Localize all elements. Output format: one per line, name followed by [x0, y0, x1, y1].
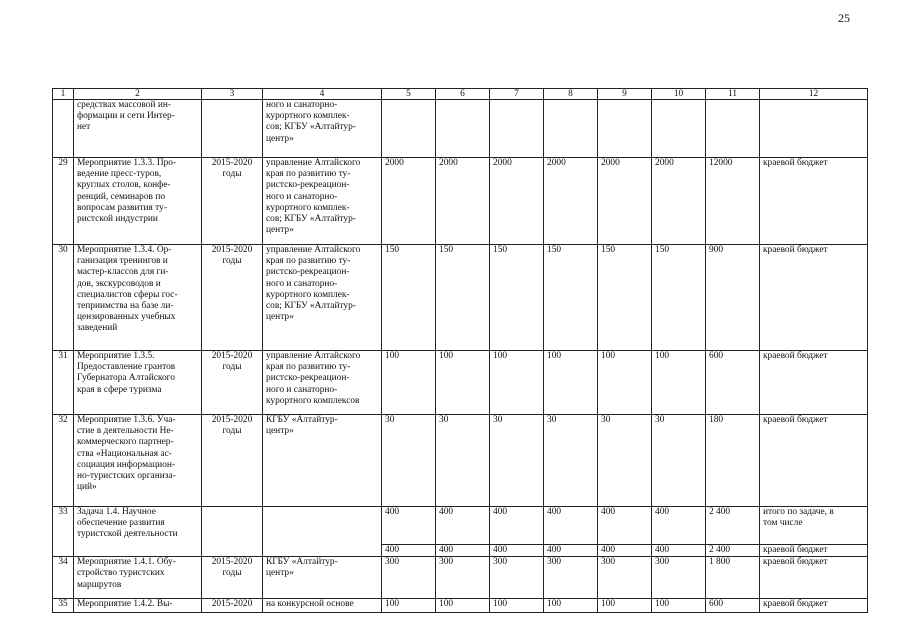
year-amount: 400 — [652, 545, 706, 557]
year-amount: 300 — [382, 557, 436, 599]
funding-source: краевой бюджет — [760, 158, 868, 245]
total-amount: 180 — [706, 415, 760, 507]
executor: КГБУ «Алтайтур- центр» — [263, 557, 382, 599]
year-amount: 100 — [490, 351, 544, 415]
executor — [263, 507, 382, 557]
activity-name: Задача 1.4. Научное обеспечение развития туристской деятельности — [74, 507, 202, 557]
row-number: 32 — [53, 415, 74, 507]
year-amount: 30 — [382, 415, 436, 507]
year-amount: 100 — [436, 351, 490, 415]
column-header: 6 — [436, 89, 490, 100]
total-amount: 600 — [706, 351, 760, 415]
implementation-years: 2015-2020 — [202, 599, 263, 613]
year-amount: 400 — [544, 507, 598, 545]
row-number: 30 — [53, 245, 74, 351]
activity-name: Мероприятие 1.3.3. Про- ведение пресс-туров, круглых столов, конфе- ренций, семинаров по вопросам развития ту- ристской индустрии — [74, 158, 202, 245]
year-amount: 2000 — [436, 158, 490, 245]
year-amount: 2000 — [490, 158, 544, 245]
year-amount: 100 — [382, 599, 436, 613]
activity-name: средствах массовой ин- формации и сети Интер- нет — [74, 100, 202, 158]
year-amount: 100 — [544, 351, 598, 415]
year-amount: 30 — [490, 415, 544, 507]
year-amount: 300 — [652, 557, 706, 599]
year-amount: 30 — [436, 415, 490, 507]
year-amount: 150 — [598, 245, 652, 351]
year-amount: 2000 — [652, 158, 706, 245]
executor: на конкурсной основе — [263, 599, 382, 613]
column-header: 12 — [760, 89, 868, 100]
executor: управление Алтайского края по развитию ту- ристско-рекреацион- ного и санаторно- курортного комплексов — [263, 351, 382, 415]
year-amount: 150 — [382, 245, 436, 351]
total-amount: 1 800 — [706, 557, 760, 599]
year-amount: 150 — [490, 245, 544, 351]
implementation-years — [202, 507, 263, 557]
implementation-years — [202, 100, 263, 158]
funding-source: краевой бюджет — [760, 599, 868, 613]
year-amount: 2000 — [382, 158, 436, 245]
executor: КГБУ «Алтайтур- центр» — [263, 415, 382, 507]
year-amount: 150 — [544, 245, 598, 351]
table-row — [53, 599, 868, 613]
row-number — [53, 100, 74, 158]
year-amount: 100 — [652, 351, 706, 415]
year-amount: 400 — [490, 507, 544, 545]
year-amount: 400 — [598, 545, 652, 557]
year-amount: 300 — [490, 557, 544, 599]
year-amount: 100 — [544, 599, 598, 613]
year-amount — [598, 100, 652, 158]
page-number: 25 — [838, 11, 850, 25]
year-amount: 100 — [598, 351, 652, 415]
column-header: 3 — [202, 89, 263, 100]
table-row — [53, 351, 868, 415]
year-amount: 2000 — [598, 158, 652, 245]
year-amount: 30 — [544, 415, 598, 507]
table-row — [53, 507, 868, 545]
activity-name: Мероприятие 1.3.5. Предоставление грантов Губернатора Алтайского края в сфере туризма — [74, 351, 202, 415]
executor: ного и санаторно- курортного комплек- сов; КГБУ «Алтайтур- центр» — [263, 100, 382, 158]
table-row — [53, 100, 868, 158]
year-amount: 100 — [436, 599, 490, 613]
year-amount: 100 — [652, 599, 706, 613]
column-header: 10 — [652, 89, 706, 100]
column-header: 4 — [263, 89, 382, 100]
table-row — [53, 158, 868, 245]
year-amount: 400 — [490, 545, 544, 557]
year-amount: 2000 — [544, 158, 598, 245]
implementation-years: 2015-2020 годы — [202, 158, 263, 245]
column-header: 11 — [706, 89, 760, 100]
year-amount: 100 — [490, 599, 544, 613]
total-amount — [706, 100, 760, 158]
activity-name: Мероприятие 1.3.6. Уча- стие в деятельности Не- коммерческого партнер- ства «Национальная ас- социация информацион- но-туристских организа- ций» — [74, 415, 202, 507]
year-amount: 100 — [382, 351, 436, 415]
year-amount — [436, 100, 490, 158]
implementation-years: 2015-2020 годы — [202, 557, 263, 599]
year-amount — [544, 100, 598, 158]
row-number: 34 — [53, 557, 74, 599]
activity-name: Мероприятие 1.3.4. Ор- ганизация тренингов и мастер-классов для ги- дов, экскурсоводов и специалистов сферы гос- теприимства на базе ли- цензированных учебных заведений — [74, 245, 202, 351]
column-header: 7 — [490, 89, 544, 100]
total-amount: 900 — [706, 245, 760, 351]
row-number: 29 — [53, 158, 74, 245]
column-header: 1 — [53, 89, 74, 100]
year-amount: 300 — [544, 557, 598, 599]
row-number: 31 — [53, 351, 74, 415]
funding-source: итого по задаче, в том числе — [760, 507, 868, 545]
implementation-years: 2015-2020 годы — [202, 415, 263, 507]
year-amount: 400 — [598, 507, 652, 545]
funding-source: краевой бюджет — [760, 545, 868, 557]
program-activities-table — [52, 88, 868, 613]
total-amount: 2 400 — [706, 545, 760, 557]
funding-source: краевой бюджет — [760, 245, 868, 351]
column-header: 5 — [382, 89, 436, 100]
funding-source: краевой бюджет — [760, 415, 868, 507]
table-row — [53, 245, 868, 351]
year-amount: 400 — [436, 545, 490, 557]
column-number-header-row — [53, 89, 868, 100]
row-number: 35 — [53, 599, 74, 613]
year-amount — [652, 100, 706, 158]
funding-source — [760, 100, 868, 158]
year-amount: 400 — [436, 507, 490, 545]
activity-name: Мероприятие 1.4.1. Обу- стройство туристских маршрутов — [74, 557, 202, 599]
year-amount: 400 — [382, 545, 436, 557]
year-amount — [382, 100, 436, 158]
year-amount — [490, 100, 544, 158]
year-amount: 30 — [598, 415, 652, 507]
year-amount: 400 — [382, 507, 436, 545]
year-amount: 150 — [652, 245, 706, 351]
year-amount: 300 — [436, 557, 490, 599]
implementation-years: 2015-2020 годы — [202, 245, 263, 351]
funding-source: краевой бюджет — [760, 557, 868, 599]
implementation-years: 2015-2020 годы — [202, 351, 263, 415]
year-amount: 100 — [598, 599, 652, 613]
row-number: 33 — [53, 507, 74, 557]
year-amount: 30 — [652, 415, 706, 507]
column-header: 2 — [74, 89, 202, 100]
table-row — [53, 415, 868, 507]
funding-source: краевой бюджет — [760, 351, 868, 415]
year-amount: 300 — [598, 557, 652, 599]
total-amount: 600 — [706, 599, 760, 613]
year-amount: 400 — [544, 545, 598, 557]
total-amount: 12000 — [706, 158, 760, 245]
executor: управление Алтайского края по развитию ту- ристско-рекреацион- ного и санаторно- курортного комплек- сов; КГБУ «Алтайтур- центр» — [263, 158, 382, 245]
year-amount: 400 — [652, 507, 706, 545]
total-amount: 2 400 — [706, 507, 760, 545]
activity-name: Мероприятие 1.4.2. Вы- — [74, 599, 202, 613]
executor: управление Алтайского края по развитию ту- ристско-рекреацион- ного и санаторно- курортного комплек- сов; КГБУ «Алтайтур- центр» — [263, 245, 382, 351]
year-amount: 150 — [436, 245, 490, 351]
table-row — [53, 557, 868, 599]
column-header: 8 — [544, 89, 598, 100]
column-header: 9 — [598, 89, 652, 100]
